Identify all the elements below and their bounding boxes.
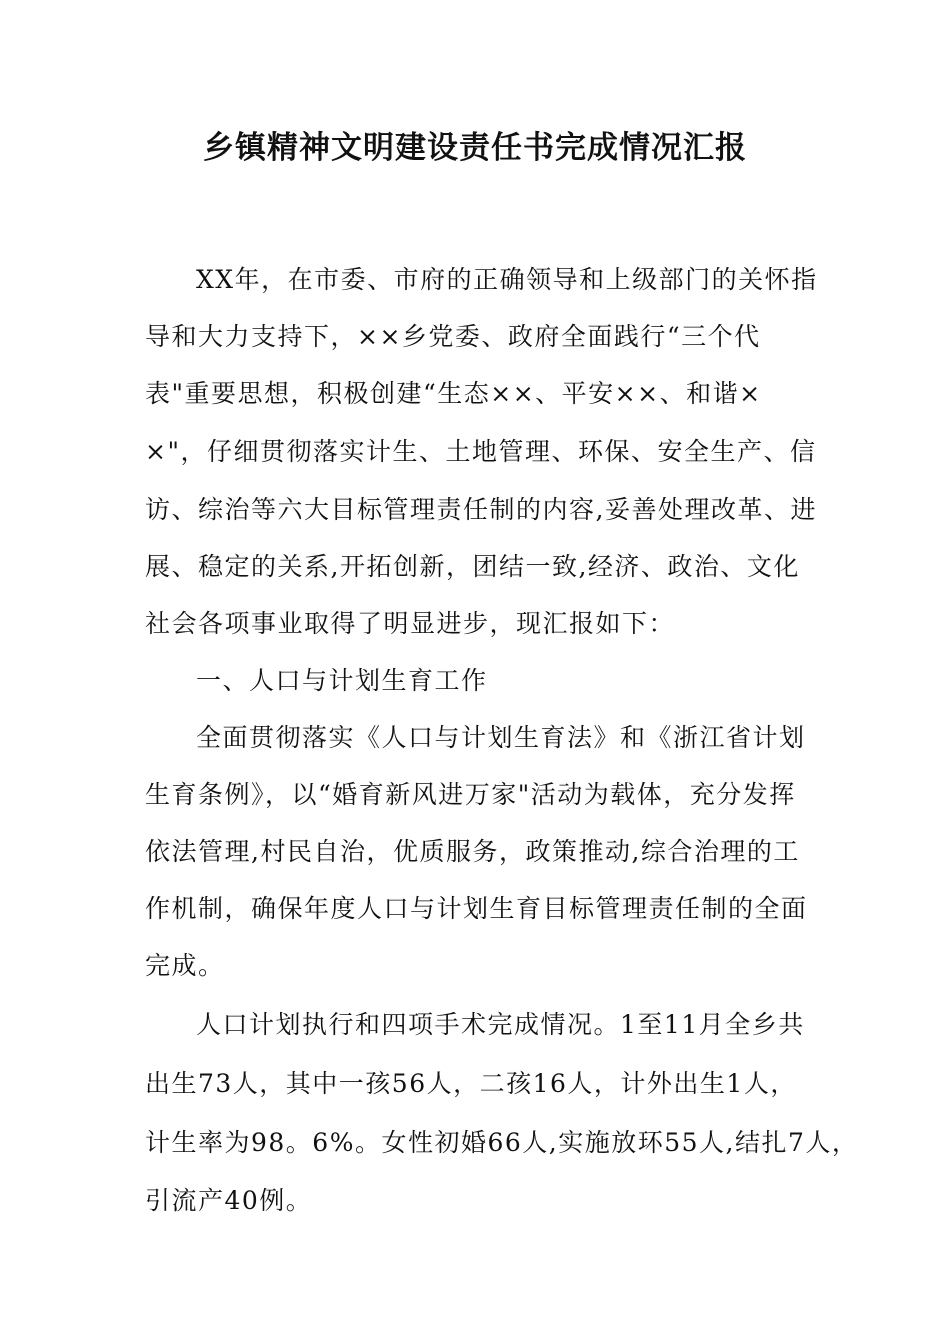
paragraph-1-line-4: ×"，仔细贯彻落实计生、土地管理、环保、安全生产、信 <box>145 437 817 466</box>
paragraph-3-line-3: 计生率为98。6%。女性初婚66人,实施放环55人,结扎7人， <box>145 1128 859 1157</box>
document-title: 乡镇精神文明建设责任书完成情况汇报 <box>203 130 747 166</box>
paragraph-1-line-2: 导和大力支持下，××乡党委、政府全面践行“三个代 <box>145 322 761 351</box>
paragraph-3-line-2: 出生73人，其中一孩56人，二孩16人，计外出生1人， <box>145 1069 797 1098</box>
paragraph-1-line-7: 社会各项事业取得了明显进步，现汇报如下： <box>145 609 676 638</box>
paragraph-1-line-5: 访、综治等六大目标管理责任制的内容,妥善处理改革、进 <box>145 495 817 524</box>
paragraph-1-line-3: 表"重要思想，积极创建“生态××、平安××、和谐× <box>145 379 762 408</box>
paragraph-2-line-3: 依法管理,村民自治，优质服务，政策推动,综合治理的工 <box>145 837 800 866</box>
paragraph-2-line-4: 作机制，确保年度人口与计划生育目标管理责任制的全面 <box>145 894 808 923</box>
paragraph-3-line-4: 引流产40例。 <box>145 1186 313 1215</box>
paragraph-3-line-1: 人口计划执行和四项手术完成情况。1至11月全乡共 <box>196 1010 805 1039</box>
paragraph-2-line-2: 生育条例》，以“婚育新风进万家"活动为载体，充分发挥 <box>145 780 796 809</box>
paragraph-2-line-1: 全面贯彻落实《人口与计划生育法》和《浙江省计划 <box>196 723 806 752</box>
section-heading-1: 一、人口与计划生育工作 <box>196 666 488 695</box>
paragraph-1-line-1: XX年，在市委、市府的正确领导和上级部门的关怀指 <box>196 265 818 294</box>
paragraph-1-line-6: 展、稳定的关系,开拓创新，团结一致,经济、政治、文化 <box>145 552 800 581</box>
paragraph-2-line-5: 完成。 <box>145 951 225 980</box>
